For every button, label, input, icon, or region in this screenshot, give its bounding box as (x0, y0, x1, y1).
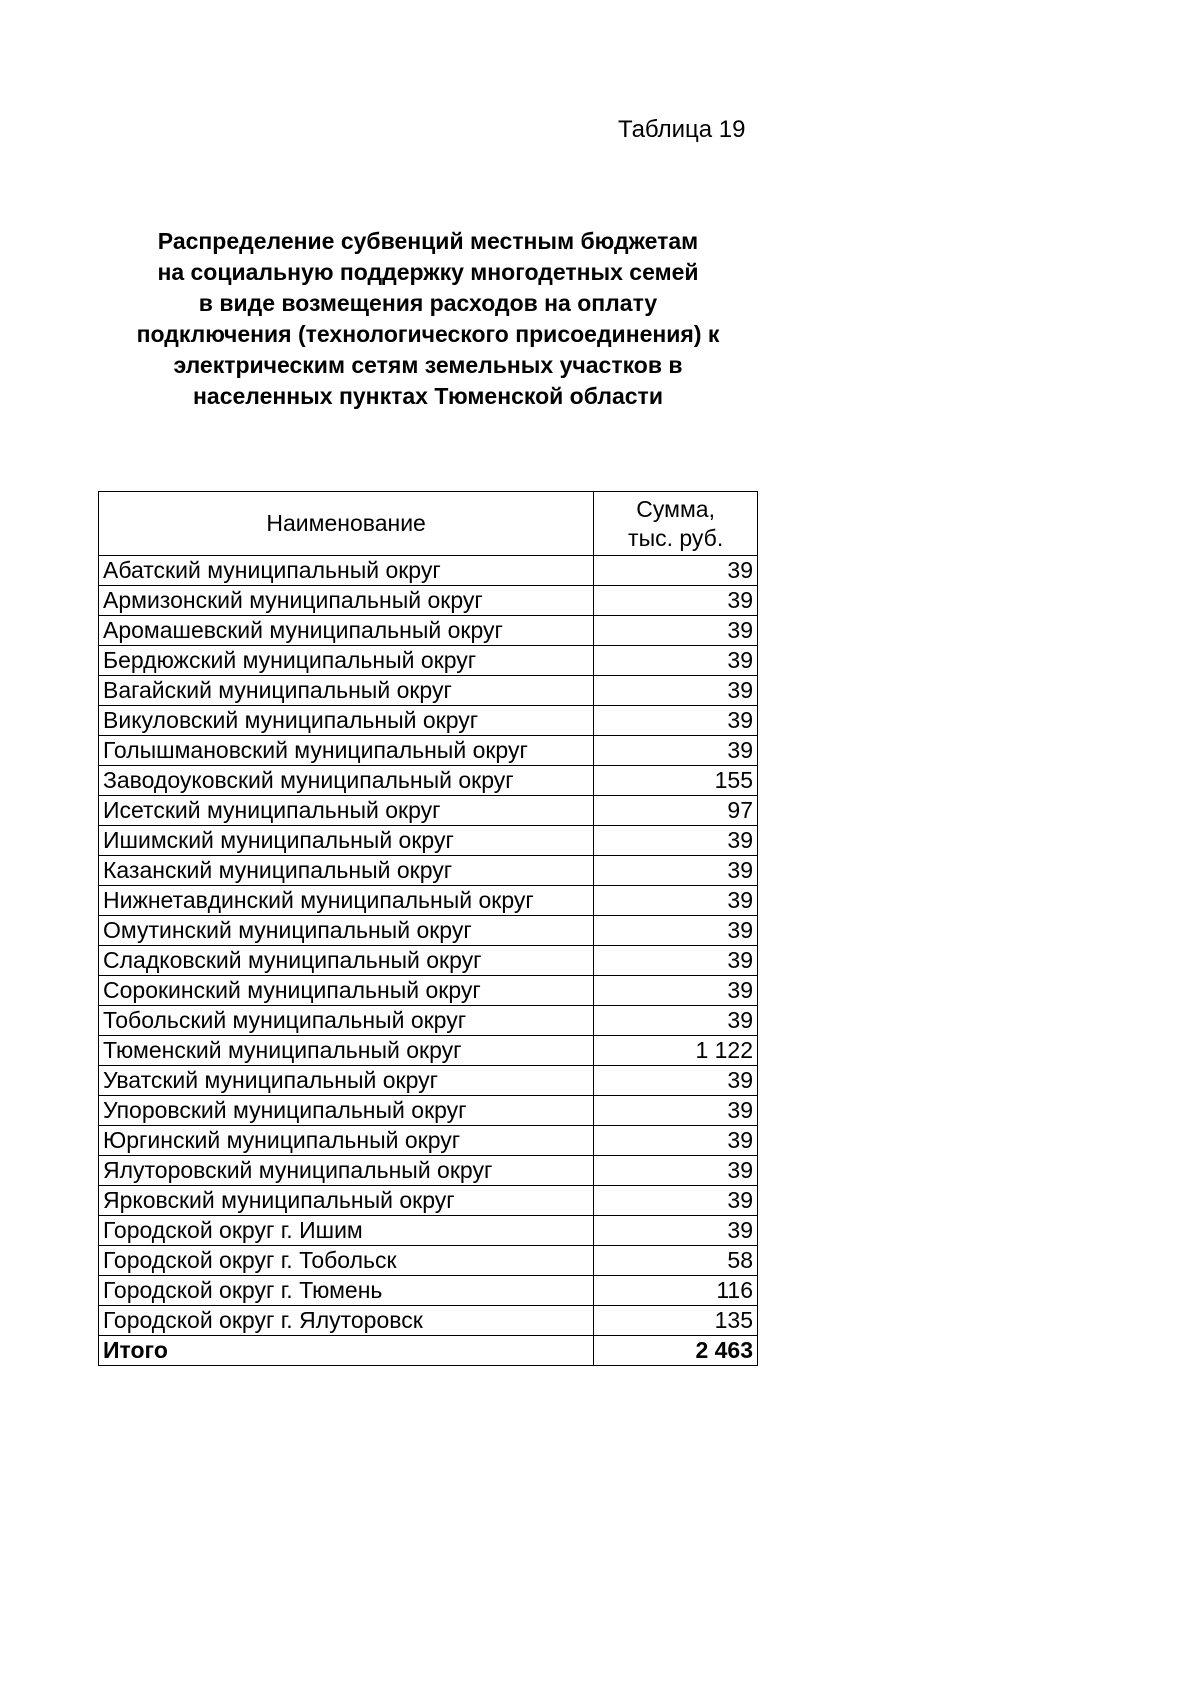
row-name-cell: Уватский муниципальный округ (99, 1066, 594, 1096)
row-sum-cell: 39 (594, 1006, 758, 1036)
total-row (99, 1336, 758, 1366)
row-sum-cell: 39 (594, 1066, 758, 1096)
row-sum-cell: 39 (594, 1156, 758, 1186)
row-sum-cell: 39 (594, 556, 758, 586)
row-name-cell: Омутинский муниципальный округ (99, 916, 594, 946)
row-sum-cell: 39 (594, 1126, 758, 1156)
table-row (99, 586, 758, 616)
subsidy-distribution-table (98, 491, 758, 1366)
row-name-cell: Ишимский муниципальный округ (99, 826, 594, 856)
table-row (99, 706, 758, 736)
row-name-cell: Вагайский муниципальный округ (99, 676, 594, 706)
row-name-cell: Городской округ г. Тобольск (99, 1246, 594, 1276)
row-name-cell: Тюменский муниципальный округ (99, 1036, 594, 1066)
table-row (99, 556, 758, 586)
title-line: электрическим сетям земельных участков в (173, 352, 683, 378)
row-sum-cell: 39 (594, 646, 758, 676)
row-sum-cell: 155 (594, 766, 758, 796)
row-name-cell: Нижнетавдинский муниципальный округ (99, 886, 594, 916)
row-sum-cell: 135 (594, 1306, 758, 1336)
table-body (99, 556, 758, 1366)
table-row (99, 1156, 758, 1186)
table-row (99, 826, 758, 856)
row-sum-cell: 39 (594, 706, 758, 736)
row-name-cell: Голышмановский муниципальный округ (99, 736, 594, 766)
row-sum-cell: 1 122 (594, 1036, 758, 1066)
table-row (99, 1126, 758, 1156)
table-header-row (99, 492, 758, 556)
row-name-cell: Бердюжский муниципальный округ (99, 646, 594, 676)
table-row (99, 1246, 758, 1276)
header-name: Наименование (99, 492, 594, 556)
row-name-cell: Абатский муниципальный округ (99, 556, 594, 586)
row-name-cell: Аромашевский муниципальный округ (99, 616, 594, 646)
table-row (99, 856, 758, 886)
row-sum-cell: 39 (594, 1096, 758, 1126)
row-sum-cell: 39 (594, 976, 758, 1006)
row-name-cell: Сладковский муниципальный округ (99, 946, 594, 976)
table-row (99, 736, 758, 766)
row-name-cell: Юргинский муниципальный округ (99, 1126, 594, 1156)
row-sum-cell: 39 (594, 946, 758, 976)
row-sum-cell: 39 (594, 1216, 758, 1246)
table-row (99, 796, 758, 826)
document-title (90, 226, 766, 412)
table-row (99, 946, 758, 976)
row-name-cell: Городской округ г. Ишим (99, 1216, 594, 1246)
total-sum-cell: 2 463 (594, 1336, 758, 1366)
table-row (99, 1006, 758, 1036)
table-row (99, 886, 758, 916)
table-row (99, 676, 758, 706)
row-name-cell: Армизонский муниципальный округ (99, 586, 594, 616)
header-sum-line1: Сумма, (636, 495, 715, 522)
row-sum-cell: 39 (594, 826, 758, 856)
row-name-cell: Викуловский муниципальный округ (99, 706, 594, 736)
header-sum-line2: тыс. руб. (628, 524, 724, 551)
row-sum-cell: 39 (594, 616, 758, 646)
row-name-cell: Тобольский муниципальный округ (99, 1006, 594, 1036)
table-row (99, 976, 758, 1006)
title-line: подключения (технологического присоединения) к (136, 321, 720, 347)
table-row (99, 1306, 758, 1336)
table-row (99, 1066, 758, 1096)
table-row (99, 916, 758, 946)
header-sum (594, 492, 758, 556)
row-sum-cell: 97 (594, 796, 758, 826)
row-sum-cell: 39 (594, 676, 758, 706)
row-name-cell: Ялуторовский муниципальный округ (99, 1156, 594, 1186)
row-name-cell: Сорокинский муниципальный округ (99, 976, 594, 1006)
row-name-cell: Ярковский муниципальный округ (99, 1186, 594, 1216)
row-name-cell: Исетский муниципальный округ (99, 796, 594, 826)
title-line: населенных пунктах Тюменской области (193, 383, 663, 409)
row-name-cell: Казанский муниципальный округ (99, 856, 594, 886)
table-row (99, 1096, 758, 1126)
table-row (99, 1186, 758, 1216)
table-row (99, 616, 758, 646)
title-line: Распределение субвенций местным бюджетам (157, 228, 699, 254)
row-sum-cell: 116 (594, 1276, 758, 1306)
row-sum-cell: 39 (594, 1186, 758, 1216)
row-sum-cell: 39 (594, 736, 758, 766)
row-name-cell: Заводоуковский муниципальный округ (99, 766, 594, 796)
table-row (99, 1276, 758, 1306)
row-sum-cell: 39 (594, 916, 758, 946)
table-row (99, 1216, 758, 1246)
table-row (99, 766, 758, 796)
table-row (99, 1036, 758, 1066)
row-sum-cell: 58 (594, 1246, 758, 1276)
row-sum-cell: 39 (594, 586, 758, 616)
total-name-cell: Итого (99, 1336, 594, 1366)
row-name-cell: Упоровский муниципальный округ (99, 1096, 594, 1126)
row-sum-cell: 39 (594, 856, 758, 886)
title-line: на социальную поддержку многодетных семей (157, 259, 699, 285)
table-row (99, 646, 758, 676)
table-number-label: Таблица 19 (618, 116, 746, 143)
row-name-cell: Городской округ г. Ялуторовск (99, 1306, 594, 1336)
title-line: в виде возмещения расходов на оплату (198, 290, 658, 316)
row-sum-cell: 39 (594, 886, 758, 916)
row-name-cell: Городской округ г. Тюмень (99, 1276, 594, 1306)
